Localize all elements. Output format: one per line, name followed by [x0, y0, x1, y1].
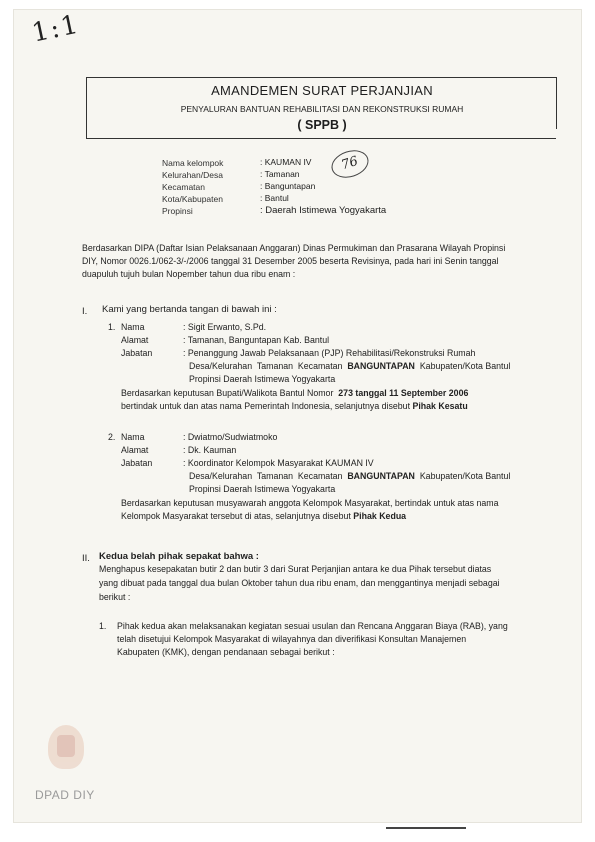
section-2-heading: Kedua belah pihak sepakat bahwa :: [99, 551, 259, 562]
info-label-kabupaten: Kota/Kabupaten: [162, 194, 223, 204]
party-2-nama: : Dwiatmo/Sudwiatmoko: [183, 432, 278, 442]
party-1-sk-text: Berdasarkan keputusan Bupati/Walikota Bantul Nomor: [121, 388, 334, 398]
info-value-kecamatan: : Banguntapan: [260, 181, 316, 191]
party-2-sk-text: Kelompok Masyarakat tersebut di atas, selanjutnya disebut: [121, 511, 351, 521]
party-1-desa: Tamanan: [256, 361, 294, 371]
intro-line-3: duapuluh tujuh bulan Nopember tahun dua ribu enam :: [82, 269, 296, 279]
document-subtitle: PENYALURAN BANTUAN REHABILITASI DAN REKONSTRUKSI RUMAH: [180, 104, 464, 114]
party-2-jabatan-label: Jabatan: [121, 458, 153, 468]
handwritten-number-stamp: 76: [328, 146, 372, 182]
document-code: ( SPPB ): [297, 118, 347, 132]
party-1-kecamatan-label: Kecamatan: [297, 361, 343, 371]
party-2-kecamatan-label: Kecamatan: [297, 471, 343, 481]
party-1-alamat: : Tamanan, Banguntapan Kab. Bantul: [183, 335, 330, 345]
title-box: [86, 77, 556, 139]
party-2-number: 2.: [108, 432, 116, 442]
archive-emblem-logo: [48, 725, 84, 769]
section-2-line-2: yang dibuat pada tanggal dua bulan Oktober tahun dua ribu enam, dan menggantinya menjadi sebagai: [99, 578, 500, 588]
party-1-number: 1.: [108, 322, 116, 332]
party-2-nama-label: Nama: [121, 432, 145, 442]
party-2-role: Pihak Kedua: [353, 511, 407, 521]
party-1-role: Pihak Kesatu: [412, 401, 468, 411]
info-label-kelurahan: Kelurahan/Desa: [162, 170, 223, 180]
section-2-item-1-line-1: Pihak kedua akan melaksanakan kegiatan sesuai usulan dan Rencana Anggaran Biaya (RAB), yang: [117, 621, 508, 631]
party-1-jabatan-line-2: [189, 361, 510, 371]
party-2-alamat: : Dk. Kauman: [183, 445, 237, 455]
party-2-jabatan-line-2: [189, 471, 510, 481]
party-1-kabupaten: Kabupaten/Kota Bantul: [419, 361, 511, 371]
party-2-sk-line-1: Berdasarkan keputusan musyawarah anggota Kelompok Masyarakat, bertindak untuk atas nama: [121, 498, 499, 508]
party-1-sk-line-2: [121, 401, 468, 411]
party-1-sk-line-1: [121, 388, 468, 398]
document-title: AMANDEMEN SURAT PERJANJIAN: [211, 83, 433, 98]
party-2-alamat-label: Alamat: [121, 445, 149, 455]
party-2-jabatan-line-3: Propinsi Daerah Istimewa Yogyakarta: [189, 484, 336, 494]
section-2-item-1-number: 1.: [99, 621, 107, 631]
info-label-propinsi: Propinsi: [162, 206, 193, 216]
party-2-sk-line-2: [121, 511, 406, 521]
party-1-jabatan-label: Jabatan: [121, 348, 153, 358]
section-2-item-1-line-3: Kabupaten (KMK), dengan pendanaan sebagai berikut :: [117, 647, 335, 657]
party-1-nama: : Sigit Erwanto, S.Pd.: [183, 322, 267, 332]
section-2-line-3: berikut :: [99, 592, 131, 602]
party-2-jabatan-line-1: : Koordinator Kelompok Masyarakat KAUMAN IV: [183, 458, 374, 468]
info-value-kelurahan: : Tamanan: [260, 169, 300, 179]
party-1-desa-label: Desa/Kelurahan: [189, 361, 253, 371]
info-value-kelompok: : KAUMAN IV: [260, 157, 312, 167]
section-2-item-1-line-2: telah disetujui Kelompok Masyarakat di wilayahnya dan diverifikasi Konsultan Manajemen: [117, 634, 467, 644]
info-value-kabupaten: : Bantul: [260, 193, 289, 203]
party-1-jabatan-line-1: : Penanggung Jawab Pelaksanaan (PJP) Rehabilitasi/Rekonstruksi Rumah: [183, 348, 476, 358]
watermark-text: DPAD DIY: [35, 788, 95, 802]
party-1-sk-text-2: bertindak untuk dan atas nama Pemerintah Indonesia, selanjutnya disebut: [121, 401, 411, 411]
section-1-heading: Kami yang bertanda tangan di bawah ini :: [102, 304, 277, 315]
party-1-jabatan-line-3: Propinsi Daerah Istimewa Yogyakarta: [189, 374, 336, 384]
handwritten-page-mark: 1:1: [29, 9, 83, 49]
party-2-kecamatan: BANGUNTAPAN: [347, 471, 415, 481]
info-value-propinsi: : Daerah Istimewa Yogyakarta: [260, 205, 387, 216]
party-1-alamat-label: Alamat: [121, 335, 149, 345]
section-2-number: II.: [82, 553, 90, 564]
intro-line-2: DIY, Nomor 0026.1/062-3/-/2006 tanggal 31 Desember 2005 beserta Revisinya, pada hari ini Senin tanggal: [82, 256, 499, 266]
party-2-kabupaten: Kabupaten/Kota Bantul: [419, 471, 511, 481]
party-2-desa-label: Desa/Kelurahan: [189, 471, 253, 481]
party-1-nama-label: Nama: [121, 322, 145, 332]
party-1-kecamatan: BANGUNTAPAN: [347, 361, 415, 371]
intro-line-1: Berdasarkan DIPA (Daftar Isian Pelaksanaan Anggaran) Dinas Permukiman dan Prasarana Wilayah Propinsi: [82, 243, 506, 253]
party-2-desa: Tamanan: [256, 471, 294, 481]
party-1-sk-number: 273 tanggal 11 September 2006: [338, 388, 469, 398]
section-2-line-1: Menghapus kesepakatan butir 2 dan butir 3 dari Surat Perjanjian antara ke dua Pihak tersebut diatas: [99, 564, 492, 574]
info-label-kecamatan: Kecamatan: [162, 182, 205, 192]
info-label-kelompok: Nama kelompok: [162, 158, 224, 168]
footer-rule: [386, 827, 466, 829]
section-1-number: I.: [82, 306, 88, 317]
